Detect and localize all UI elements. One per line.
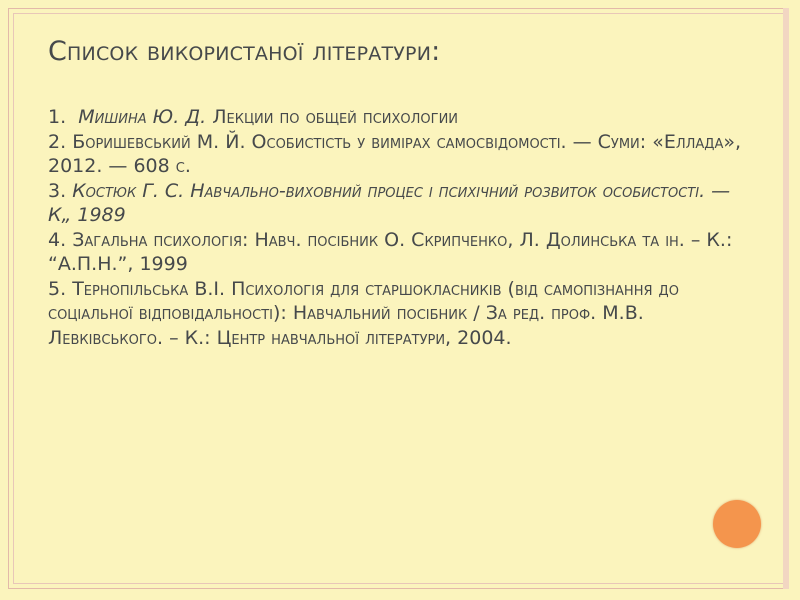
reference-text: Боришевський М. Й. Особистість у вимірах самосвідомості. — Суми: «Еллада», 2012. — 608 с. — [48, 130, 742, 177]
reference-text: Костюк Г. С. Навчально-виховний процес і психічний розвиток особистості. — К„ 1989 — [48, 179, 731, 226]
reference-number: 5. — [48, 277, 67, 300]
reference-text: Загальна психологія: Навч. посібник О. Скрипченко, Л. Долинська та ін. – К.: “А.П.Н.”, 1999 — [48, 228, 733, 275]
reference-number: 2. — [48, 130, 67, 153]
decorative-orange-circle — [713, 500, 761, 548]
reference-text: Тернопільська В.І. Психологія для старшокласників (від самопізнання до соціальної відповідальності): Навчальний посібник / За ред. проф. М.В. Левківського. – К.: Центр навчальної літератури, 2004. — [48, 277, 679, 349]
reference-list — [48, 105, 748, 350]
slide-content — [48, 32, 748, 350]
slide-border-right-bar — [783, 8, 789, 589]
reference-number: 3. — [48, 179, 67, 202]
reference-item-4 — [48, 228, 748, 277]
reference-item-3 — [48, 179, 748, 228]
reference-number: 1. — [48, 106, 67, 128]
slide-title: Список використаної літератури: — [48, 36, 441, 67]
reference-item-2 — [48, 130, 748, 179]
reference-item-1 — [48, 105, 748, 130]
reference-item-5 — [48, 277, 748, 351]
reference-text: Лекции по общей психологии — [212, 106, 459, 128]
reference-number: 4. — [48, 228, 67, 251]
reference-author: Мишина Ю. Д. — [78, 106, 207, 128]
